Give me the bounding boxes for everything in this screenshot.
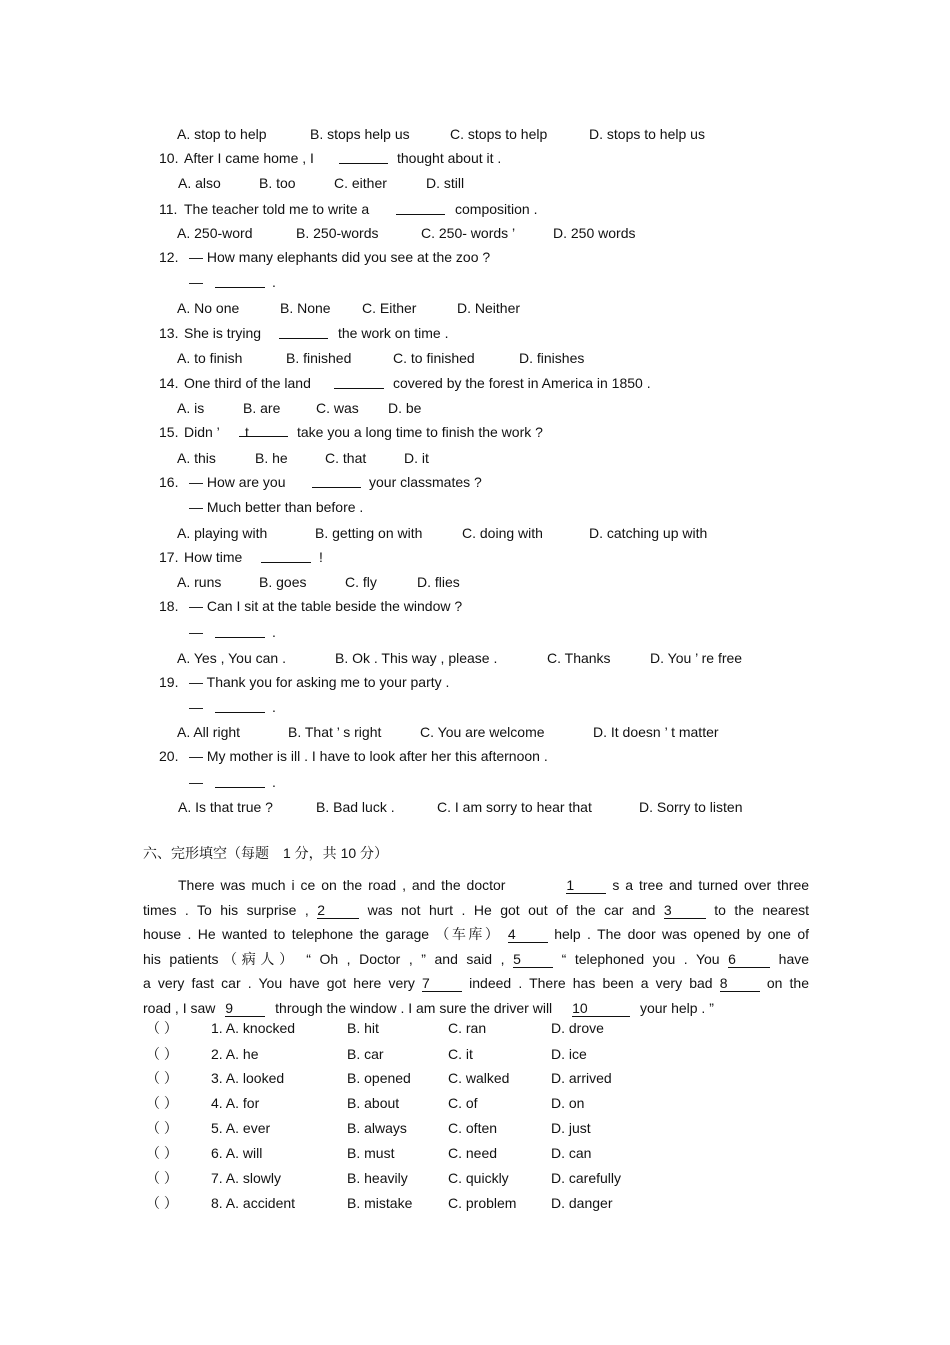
option-b: B. getting on with [315,525,423,541]
option-b: B. must [347,1145,395,1161]
option-b: B. heavily [347,1170,408,1186]
option-d: D. stops to help us [589,126,705,142]
passage-text: indeed . There has been a very bad [469,975,713,992]
passage-text: on the [766,975,809,992]
option-d: D. can [551,1145,592,1161]
question-text: — Thank you for asking me to your party . [189,674,450,690]
option-d: D. Neither [457,300,521,316]
option-c: C. often [448,1120,498,1136]
answer-paren[interactable]: （ ） [146,1046,178,1062]
answer-paren[interactable]: （ ） [146,1195,178,1211]
passage-line-3 [143,922,809,947]
blank-1: 1 [566,877,606,894]
option-c: C. it [448,1046,473,1062]
option-d: D. carefully [551,1170,622,1186]
option-b: B. always [347,1120,407,1136]
question-text: How time [184,549,243,565]
reply-dash: — [189,699,203,715]
question-text: The teacher told me to write a [184,201,370,217]
option-c: C. of [448,1095,478,1111]
option-c: C. was [316,400,359,416]
option-a: A. No one [177,300,240,316]
option-a: A. runs [177,574,222,590]
question-text: One third of the land [184,375,311,391]
option-c: C. doing with [462,525,543,541]
option-b: B. hit [347,1020,379,1036]
option-d: D. It doesn ’ t matter [593,724,719,740]
option-a: 1. A. knocked [211,1020,296,1036]
question-text-end: ! [319,549,323,565]
answer-blank [215,698,265,713]
question-text: After I came home , I [184,150,314,166]
option-d: D. drove [551,1020,604,1036]
blank-5: 5 [513,951,553,968]
option-d: D. finishes [519,350,585,366]
question-text: — How many elephants did you see at the zoo ? [189,249,491,265]
option-a: 5. A. ever [211,1120,271,1136]
option-a: A. Yes , You can . [177,650,286,666]
option-a: A. this [177,450,216,466]
question-text: — How are you [189,474,286,490]
option-b: B. None [280,300,331,316]
option-b: B. opened [347,1070,411,1086]
question-text-end: the work on time . [338,325,449,341]
option-d: D. it [404,450,429,466]
passage-text: “ telephoned you . You [561,950,720,967]
question-text: Didn ’ [184,424,220,440]
blank-7: 7 [422,975,462,992]
option-d: D. arrived [551,1070,612,1086]
option-c: C. You are welcome [420,724,545,740]
reply-dash: — [189,274,203,290]
blank-3: 3 [664,902,706,919]
passage-line-2 [143,898,809,923]
question-number: 19. [159,674,179,690]
option-d: D. catching up with [589,525,708,541]
option-c: C. ran [448,1020,487,1036]
question-text: She is trying [184,325,262,341]
blank-10: 10 [572,1000,630,1017]
answer-paren[interactable]: （ ） [146,1095,178,1111]
answer-blank: t [239,423,288,437]
passage-line-6 [143,996,809,1021]
cloze-passage [143,873,809,1021]
option-a: A. playing with [177,525,268,541]
option-d: D. danger [551,1195,613,1211]
question-number: 10. [159,150,179,166]
passage-text: s a tree and turned over three [612,877,810,893]
option-d: D. Sorry to listen [639,799,743,815]
question-number: 16. [159,474,179,490]
passage-text: house . He wanted to telephone the garage （车库） [143,926,502,943]
reply-dash: — [189,774,203,790]
option-c: C. I am sorry to hear that [437,799,592,815]
option-b: B. finished [286,350,352,366]
option-c: C. quickly [448,1170,509,1186]
answer-paren[interactable]: （ ） [146,1170,178,1186]
option-c: C. Thanks [547,650,611,666]
option-d: D. flies [417,574,460,590]
question-text: — Can I sit at the table beside the window ? [189,598,463,614]
passage-text: his patients（病人） “ Oh , Doctor , ” and said , [143,950,505,967]
option-b: B. about [347,1095,400,1111]
option-b: B. Ok . This way , please . [335,650,498,666]
option-c: C. either [334,175,387,191]
blank-6: 6 [728,951,770,968]
option-b: B. That ’ s right [288,724,382,740]
question-number: 11. [159,201,178,217]
passage-line-5 [143,971,809,996]
option-a: 3. A. looked [211,1070,285,1086]
option-b: B. he [255,450,288,466]
question-text-end: take you a long time to finish the work ? [297,424,543,440]
exam-page: A. stop to help B. stops help us C. stops to help D. stops to help us 10. After I came home , I thought about it . A. also B. too C. either D. still 11. The teacher told me to write a composition . A. 250-word B. 250-words C. 250- words ’ D. 250 words 12. — How many elephants did you see at the zoo ? — . A. No one B. None C. Either D. Neither 13. She is trying the work on time . A. to finish B. finished C. to finished D. finishes 14. One third of the land covered by the forest in America in 1850 . A. is B. are C. was D. be 15. Didn ’ t take you a long time to finish the work ? A. this B. he C. that D. it 16. — How are you your classmates ? — Much better than before . A. playing with B. getting on with C. doing with D. catching up with 17. How time ! A. runs B. goes C. fly D. flies 18. — Can I sit at the table beside the window ? — . A. Yes , You can . B. Ok . This way , please . C. Thanks D. You ’ re free 19. — Thank you for asking me to your party . — . A. All right B. That ’ s right C. You are welcome D. It doesn ’ t matter 20. — My mother is ill . I have to look after her this afternoon . — . A. Is that true ? B. Bad luck . C. I am sorry to hear that D. Sorry to listen 六、完形填空（每题 1 分，共 10 分） There was much i ce on the road , and the doctor 1 s a tree and turned over three times . To his surprise , 2 was not hurt . He got out of the car and 3 to the nearest house . He wanted to telephone the garage （车库） 4 help . The door was opened by one of his patients（病人） “ Oh , Doctor , ” and said , 5 “ telephoned you . You 6 have a very fast car . You have got here very 7 indeed . There has been a very bad 8 on the road , I saw 9 through the window . I am sure the driver will 10 your help . ” （ ） 1. A. knocked B. hit C. ran D. drove （ ） 2. A. he B. car C. it D. ice （ ） 3. A. looked B. opened C. walked D. arrived （ ） 4. A. for B. about C. of D. on （ ） 5. A. ever B. always C. often D. just （ ） 6. A. will B. must C. need D. can （ ） 7. A. slowly B. heavily C. quickly D. carefully （ ） 8. A. accident B. mistake C. problem D. danger [143,126,810,1211]
option-c: C. Either [362,300,417,316]
question-text-end: composition . [455,201,538,217]
passage-text: times . To his surprise , [143,901,309,918]
option-b: B. too [259,175,296,191]
option-a: 2. A. he [211,1046,259,1062]
option-c: C. walked [448,1070,510,1086]
answer-blank [215,273,265,288]
option-d: D. ice [551,1046,587,1062]
option-c: C. to finished [393,350,475,366]
blank-8: 8 [720,975,760,992]
blank-4: 4 [508,926,548,943]
option-c: C. problem [448,1195,517,1211]
answer-paren[interactable]: （ ） [146,1070,178,1086]
section-title-cloze: 六、完形填空（每题 1 分，共 10 分） [143,845,389,861]
question-number: 12. [159,249,179,265]
option-c: C. 250- words ’ [421,225,516,241]
answer-blank [312,473,361,488]
answer-blank [334,374,384,389]
option-d: D. on [551,1095,585,1111]
blank-2: 2 [317,902,359,919]
option-d: D. You ’ re free [650,650,743,666]
answer-blank [339,149,388,164]
option-a: A. to finish [177,350,243,366]
option-a: A. 250-word [177,225,253,241]
passage-text: through the window . I am sure the driver will [275,999,553,1016]
option-a: 4. A. for [211,1095,260,1111]
option-b: B. 250-words [296,225,379,241]
option-a: 7. A. slowly [211,1170,282,1186]
option-a: A. stop to help [177,126,267,142]
reply-dash: — [189,624,203,640]
question-number: 15. [159,424,179,440]
option-b: B. mistake [347,1195,413,1211]
passage-text: to the nearest [714,901,810,918]
answer-paren[interactable]: （ ） [146,1020,178,1036]
option-c: C. need [448,1145,498,1161]
question-number: 17. [159,549,179,565]
option-c: C. fly [345,574,377,590]
passage-text: was not hurt . He got out of the car and [367,901,656,918]
option-a: A. All right [177,724,241,740]
option-d: D. be [388,400,422,416]
blank-9: 9 [225,1000,265,1017]
option-a: 6. A. will [211,1145,263,1161]
answer-paren[interactable]: （ ） [146,1145,178,1161]
answer-blank [215,773,265,788]
passage-text: help . The door was opened by one of [554,926,809,943]
question-number: 20. [159,748,179,764]
option-a: 8. A. accident [211,1195,296,1211]
passage-text: a very fast car . You have got here very [143,975,415,992]
option-a: A. Is that true ? [178,799,273,815]
option-c: C. stops to help [450,126,548,142]
option-b: B. car [347,1046,384,1062]
passage-text: There was much i ce on the road , and the doctor [178,877,506,893]
passage-line-4 [143,947,809,972]
passage-text: road , I saw [143,999,216,1016]
passage-text: have [778,950,810,967]
option-d: D. just [551,1120,591,1136]
option-d: D. still [426,175,465,191]
option-b: B. are [243,400,281,416]
option-d: D. 250 words [553,225,636,241]
answer-paren[interactable]: （ ） [146,1120,178,1136]
option-b: B. goes [259,574,307,590]
passage-text: your help . ” [639,999,714,1016]
question-number: 13. [159,325,179,341]
option-b: B. stops help us [310,126,410,142]
option-b: B. Bad luck . [316,799,395,815]
question-text: — My mother is ill . I have to look after her this afternoon . [189,748,548,764]
option-c: C. that [325,450,367,466]
question-number: 18. [159,598,179,614]
question-text-end: your classmates ? [369,474,482,490]
answer-blank [215,623,265,638]
answer-blank [279,324,328,339]
answer-blank [396,200,445,215]
reply-text: — Much better than before . [189,499,364,515]
option-a: A. is [177,400,205,416]
option-a: A. also [178,175,221,191]
passage-line-1 [143,873,809,898]
question-text-end: thought about it . [397,150,502,166]
question-text-end: covered by the forest in America in 1850 . [393,375,651,391]
question-number: 14. [159,375,179,391]
answer-blank [261,548,311,563]
